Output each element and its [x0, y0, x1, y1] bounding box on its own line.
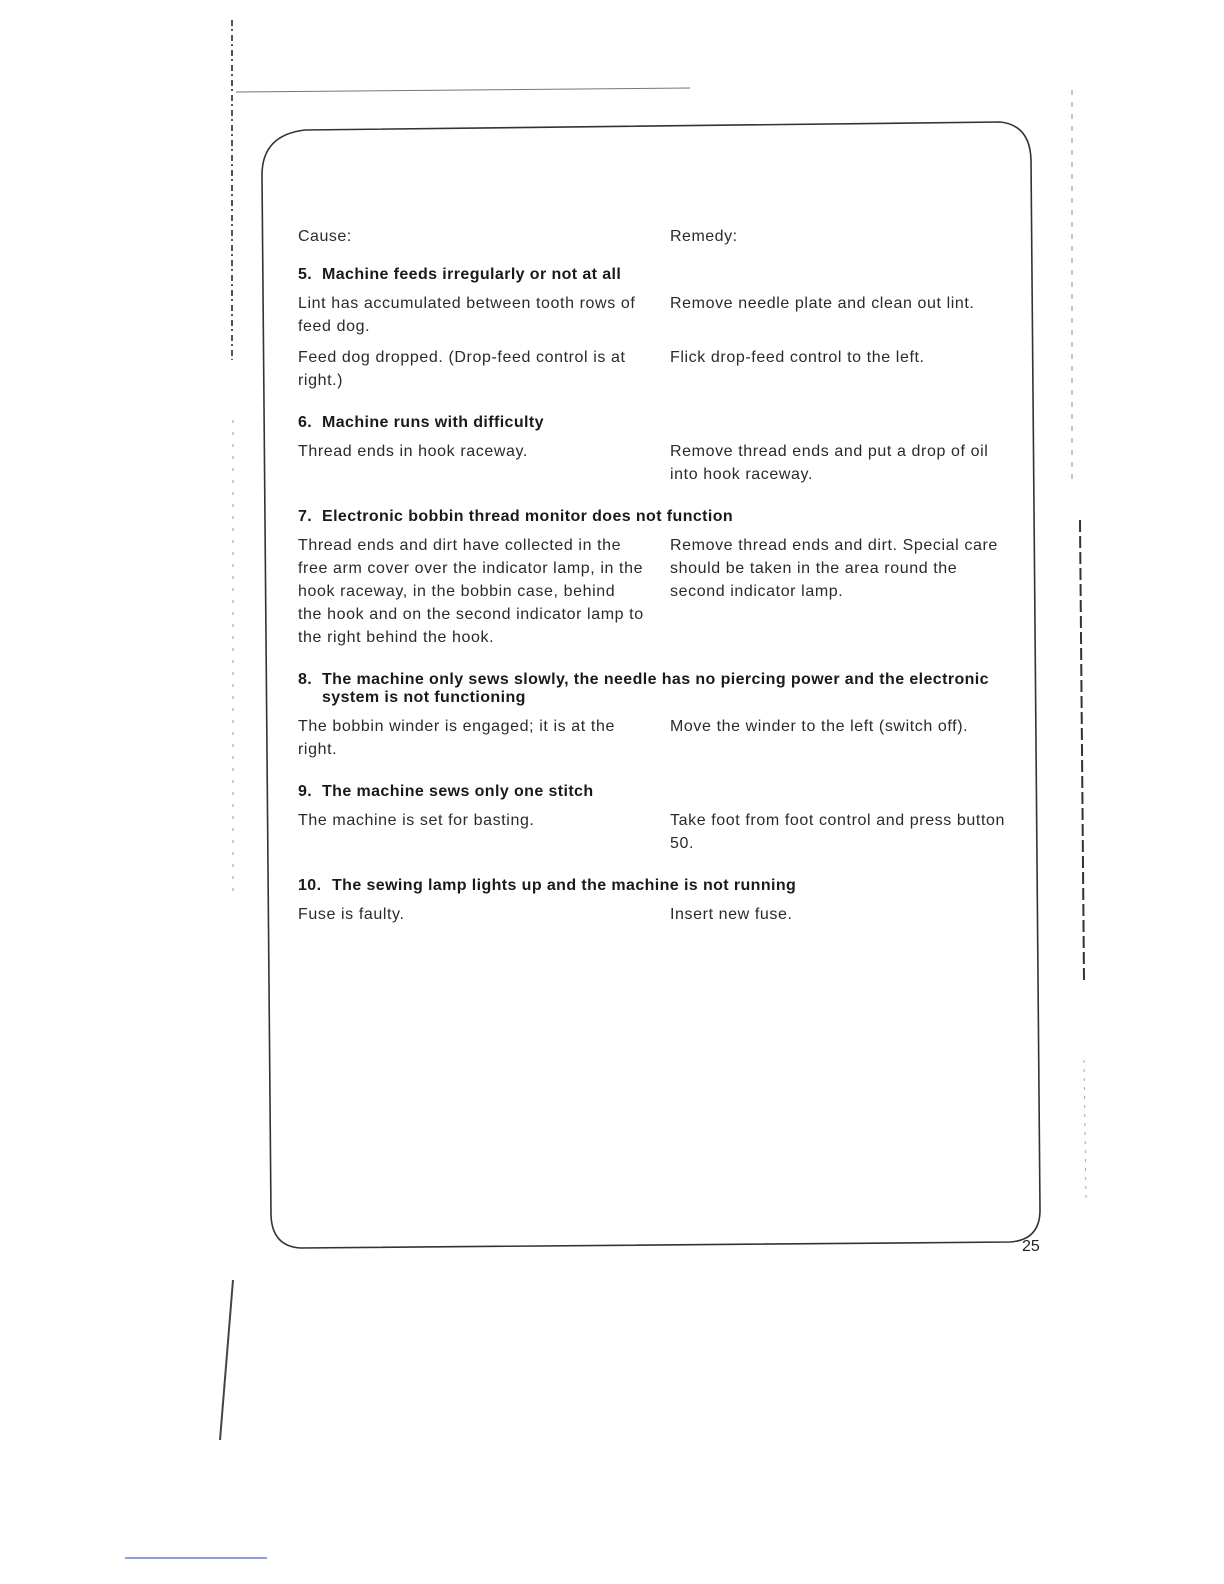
- cause-text: The machine is set for basting.: [298, 812, 535, 829]
- section-number: 9.: [298, 783, 313, 800]
- remedy-text: Move the winder to the left (switch off).: [670, 718, 969, 735]
- section-5: [298, 266, 1018, 392]
- section-title-text: Machine runs with difficulty: [322, 414, 544, 431]
- problem-row: [298, 903, 1018, 926]
- section-title-text: The machine sews only one stitch: [322, 783, 594, 800]
- cause-text: Thread ends in hook raceway.: [298, 443, 528, 460]
- cause-text: The bobbin winder is engaged; it is at the right.: [298, 718, 615, 758]
- remedy-header: Remedy:: [670, 228, 738, 245]
- section-number: 5.: [298, 266, 313, 283]
- section-7: [298, 508, 1018, 649]
- cause-text: Feed dog dropped. (Drop-feed control is at right.): [298, 349, 626, 389]
- cause-text: Fuse is faulty.: [298, 906, 405, 923]
- section-number: 7.: [298, 508, 313, 525]
- remedy-text: Insert new fuse.: [670, 906, 793, 923]
- section-number: 8.: [298, 671, 313, 688]
- section-title: [298, 877, 1018, 895]
- section-title-text: Machine feeds irregularly or not at all: [322, 266, 622, 283]
- problem-row: [298, 534, 1018, 649]
- section-6: [298, 414, 1018, 486]
- section-title-text: Electronic bobbin thread monitor does not function: [322, 508, 734, 525]
- section-title: [298, 508, 1018, 526]
- section-title-text: The machine only sews slowly, the needle has no piercing power and the electronic system is not functioning: [322, 671, 989, 706]
- problem-row: [298, 292, 1018, 338]
- remedy-text: Flick drop-feed control to the left.: [670, 349, 925, 366]
- cause-text: Lint has accumulated between tooth rows of feed dog.: [298, 295, 636, 335]
- section-9: [298, 783, 1018, 855]
- section-10: [298, 877, 1018, 926]
- cause-header: Cause:: [298, 228, 352, 245]
- remedy-text: Remove thread ends and dirt. Special care should be taken in the area round the second indicator lamp.: [670, 537, 998, 600]
- remedy-text: Remove needle plate and clean out lint.: [670, 295, 975, 312]
- problem-row: [298, 809, 1018, 855]
- section-number: 10.: [298, 877, 322, 894]
- column-headers: [298, 228, 1018, 246]
- section-title: [298, 266, 1018, 284]
- remedy-text: Remove thread ends and put a drop of oil into hook raceway.: [670, 443, 989, 483]
- page-number: 25: [1022, 1238, 1040, 1255]
- cause-text: Thread ends and dirt have collected in the free arm cover over the indicator lamp, in the hook raceway, in the bobbin case, behind the hook and on the second indicator lamp to the right behind the hook.: [298, 537, 644, 646]
- section-number: 6.: [298, 414, 313, 431]
- troubleshooting-table: [298, 228, 1018, 948]
- section-title: [298, 783, 1018, 801]
- section-title: [298, 414, 1018, 432]
- section-8: [298, 671, 1018, 761]
- problem-row: [298, 346, 1018, 392]
- problem-row: [298, 440, 1018, 486]
- problem-row: [298, 715, 1018, 761]
- section-title: [298, 671, 1018, 707]
- remedy-text: Take foot from foot control and press button 50.: [670, 812, 1006, 852]
- section-title-text: The sewing lamp lights up and the machine is not running: [332, 877, 797, 894]
